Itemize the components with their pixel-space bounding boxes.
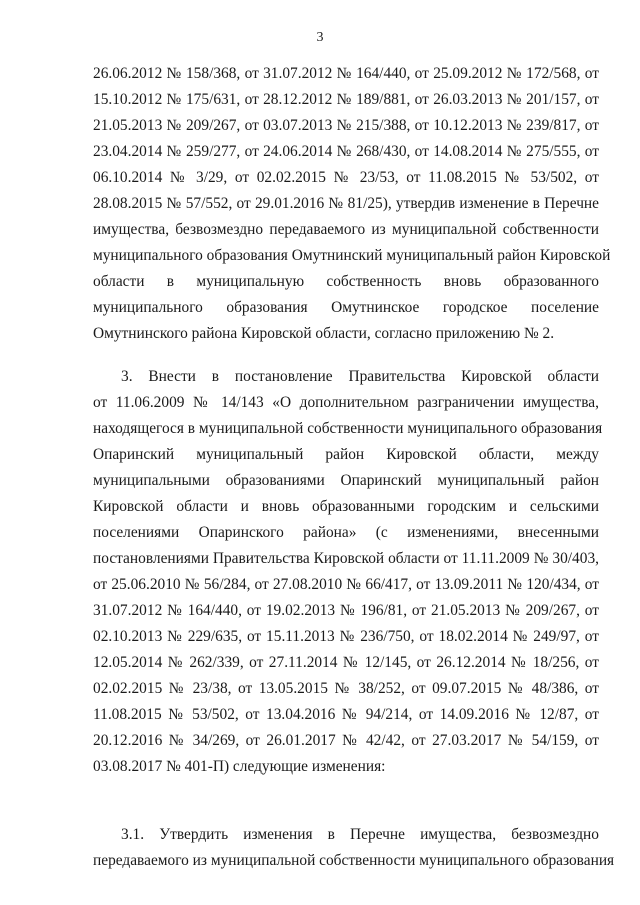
paragraph-line: 11.08.2015 № 53/502, от 13.04.2016 № 94/214, от 14.09.2016 № 12/87, от [93, 706, 599, 723]
paragraph-line: постановлениями Правительства Кировской области от 11.11.2009 № 30/403, [93, 550, 599, 567]
paragraph-continuation [93, 61, 611, 347]
paragraph-line: муниципального образования Омутнинский муниципальный район Кировской [93, 247, 611, 264]
paragraph-line: 12.05.2014 № 262/339, от 27.11.2014 № 12/145, от 26.12.2014 № 18/256, от [93, 654, 599, 671]
paragraph-line: 06.10.2014 № 3/29, от 02.02.2015 № 23/53, от 11.08.2015 № 53/502, от [93, 169, 599, 186]
paragraph-line: области в муниципальную собственность вновь образованного [93, 273, 599, 290]
paragraph-line: муниципального образования Омутнинское городское поселение [93, 299, 599, 316]
paragraph-item-3 [93, 364, 603, 780]
paragraph-line: 3.1. Утвердить изменения в Перечне имущества, безвозмездно [121, 826, 599, 843]
paragraph-line: от 11.06.2009 № 14/143 «О дополнительном разграничении имущества, [93, 394, 599, 411]
page-number: 3 [316, 30, 324, 45]
paragraph-line: 20.12.2016 № 34/269, от 26.01.2017 № 42/42, от 27.03.2017 № 54/159, от [93, 732, 599, 749]
paragraph-line: находящегося в муниципальной собственности муниципального образования [93, 420, 603, 437]
paragraph-line: 31.07.2012 № 164/440, от 19.02.2013 № 196/81, от 21.05.2013 № 209/267, от [93, 602, 599, 619]
paragraph-line: Кировской области и вновь образованными городским и сельскими [93, 498, 599, 515]
paragraph-line: 21.05.2013 № 209/267, от 03.07.2013 № 215/388, от 10.12.2013 № 239/817, от [93, 117, 599, 134]
paragraph-line: поселениями Опаринского района» (с изменениями, внесенными [93, 524, 599, 541]
paragraph-line: 03.08.2017 № 401-П) следующие изменения: [93, 758, 386, 775]
paragraph-line: Омутнинского района Кировской области, согласно приложению № 2. [93, 325, 555, 342]
paragraph-item-3-1 [93, 822, 615, 874]
paragraph-line: 02.10.2013 № 229/635, от 15.11.2013 № 236/750, от 18.02.2014 № 249/97, от [93, 628, 599, 645]
paragraph-line: 02.02.2015 № 23/38, от 13.05.2015 № 38/252, от 09.07.2015 № 48/386, от [93, 680, 599, 697]
paragraph-line: 3. Внести в постановление Правительства Кировской области [121, 368, 599, 385]
paragraph-line: 28.08.2015 № 57/552, от 29.01.2016 № 81/25), утвердив изменение в Перечне [93, 195, 599, 212]
paragraph-line: Опаринский муниципальный район Кировской области, между [93, 446, 599, 463]
paragraph-line: муниципальными образованиями Опаринский муниципальный район [93, 472, 599, 489]
paragraph-line: передаваемого из муниципальной собственности муниципального образования [93, 852, 615, 869]
paragraph-line: 15.10.2012 № 175/631, от 28.12.2012 № 189/881, от 26.03.2013 № 201/157, от [93, 91, 599, 108]
paragraph-line: от 25.06.2010 № 56/284, от 27.08.2010 № 66/417, от 13.09.2011 № 120/434, от [93, 576, 599, 593]
paragraph-line: 26.06.2012 № 158/368, от 31.07.2012 № 164/440, от 25.09.2012 № 172/568, от [93, 65, 599, 82]
paragraph-line: имущества, безвозмездно передаваемого из муниципальной собственности [93, 221, 599, 238]
paragraph-line: 23.04.2014 № 259/277, от 24.06.2014 № 268/430, от 14.08.2014 № 275/555, от [93, 143, 599, 160]
